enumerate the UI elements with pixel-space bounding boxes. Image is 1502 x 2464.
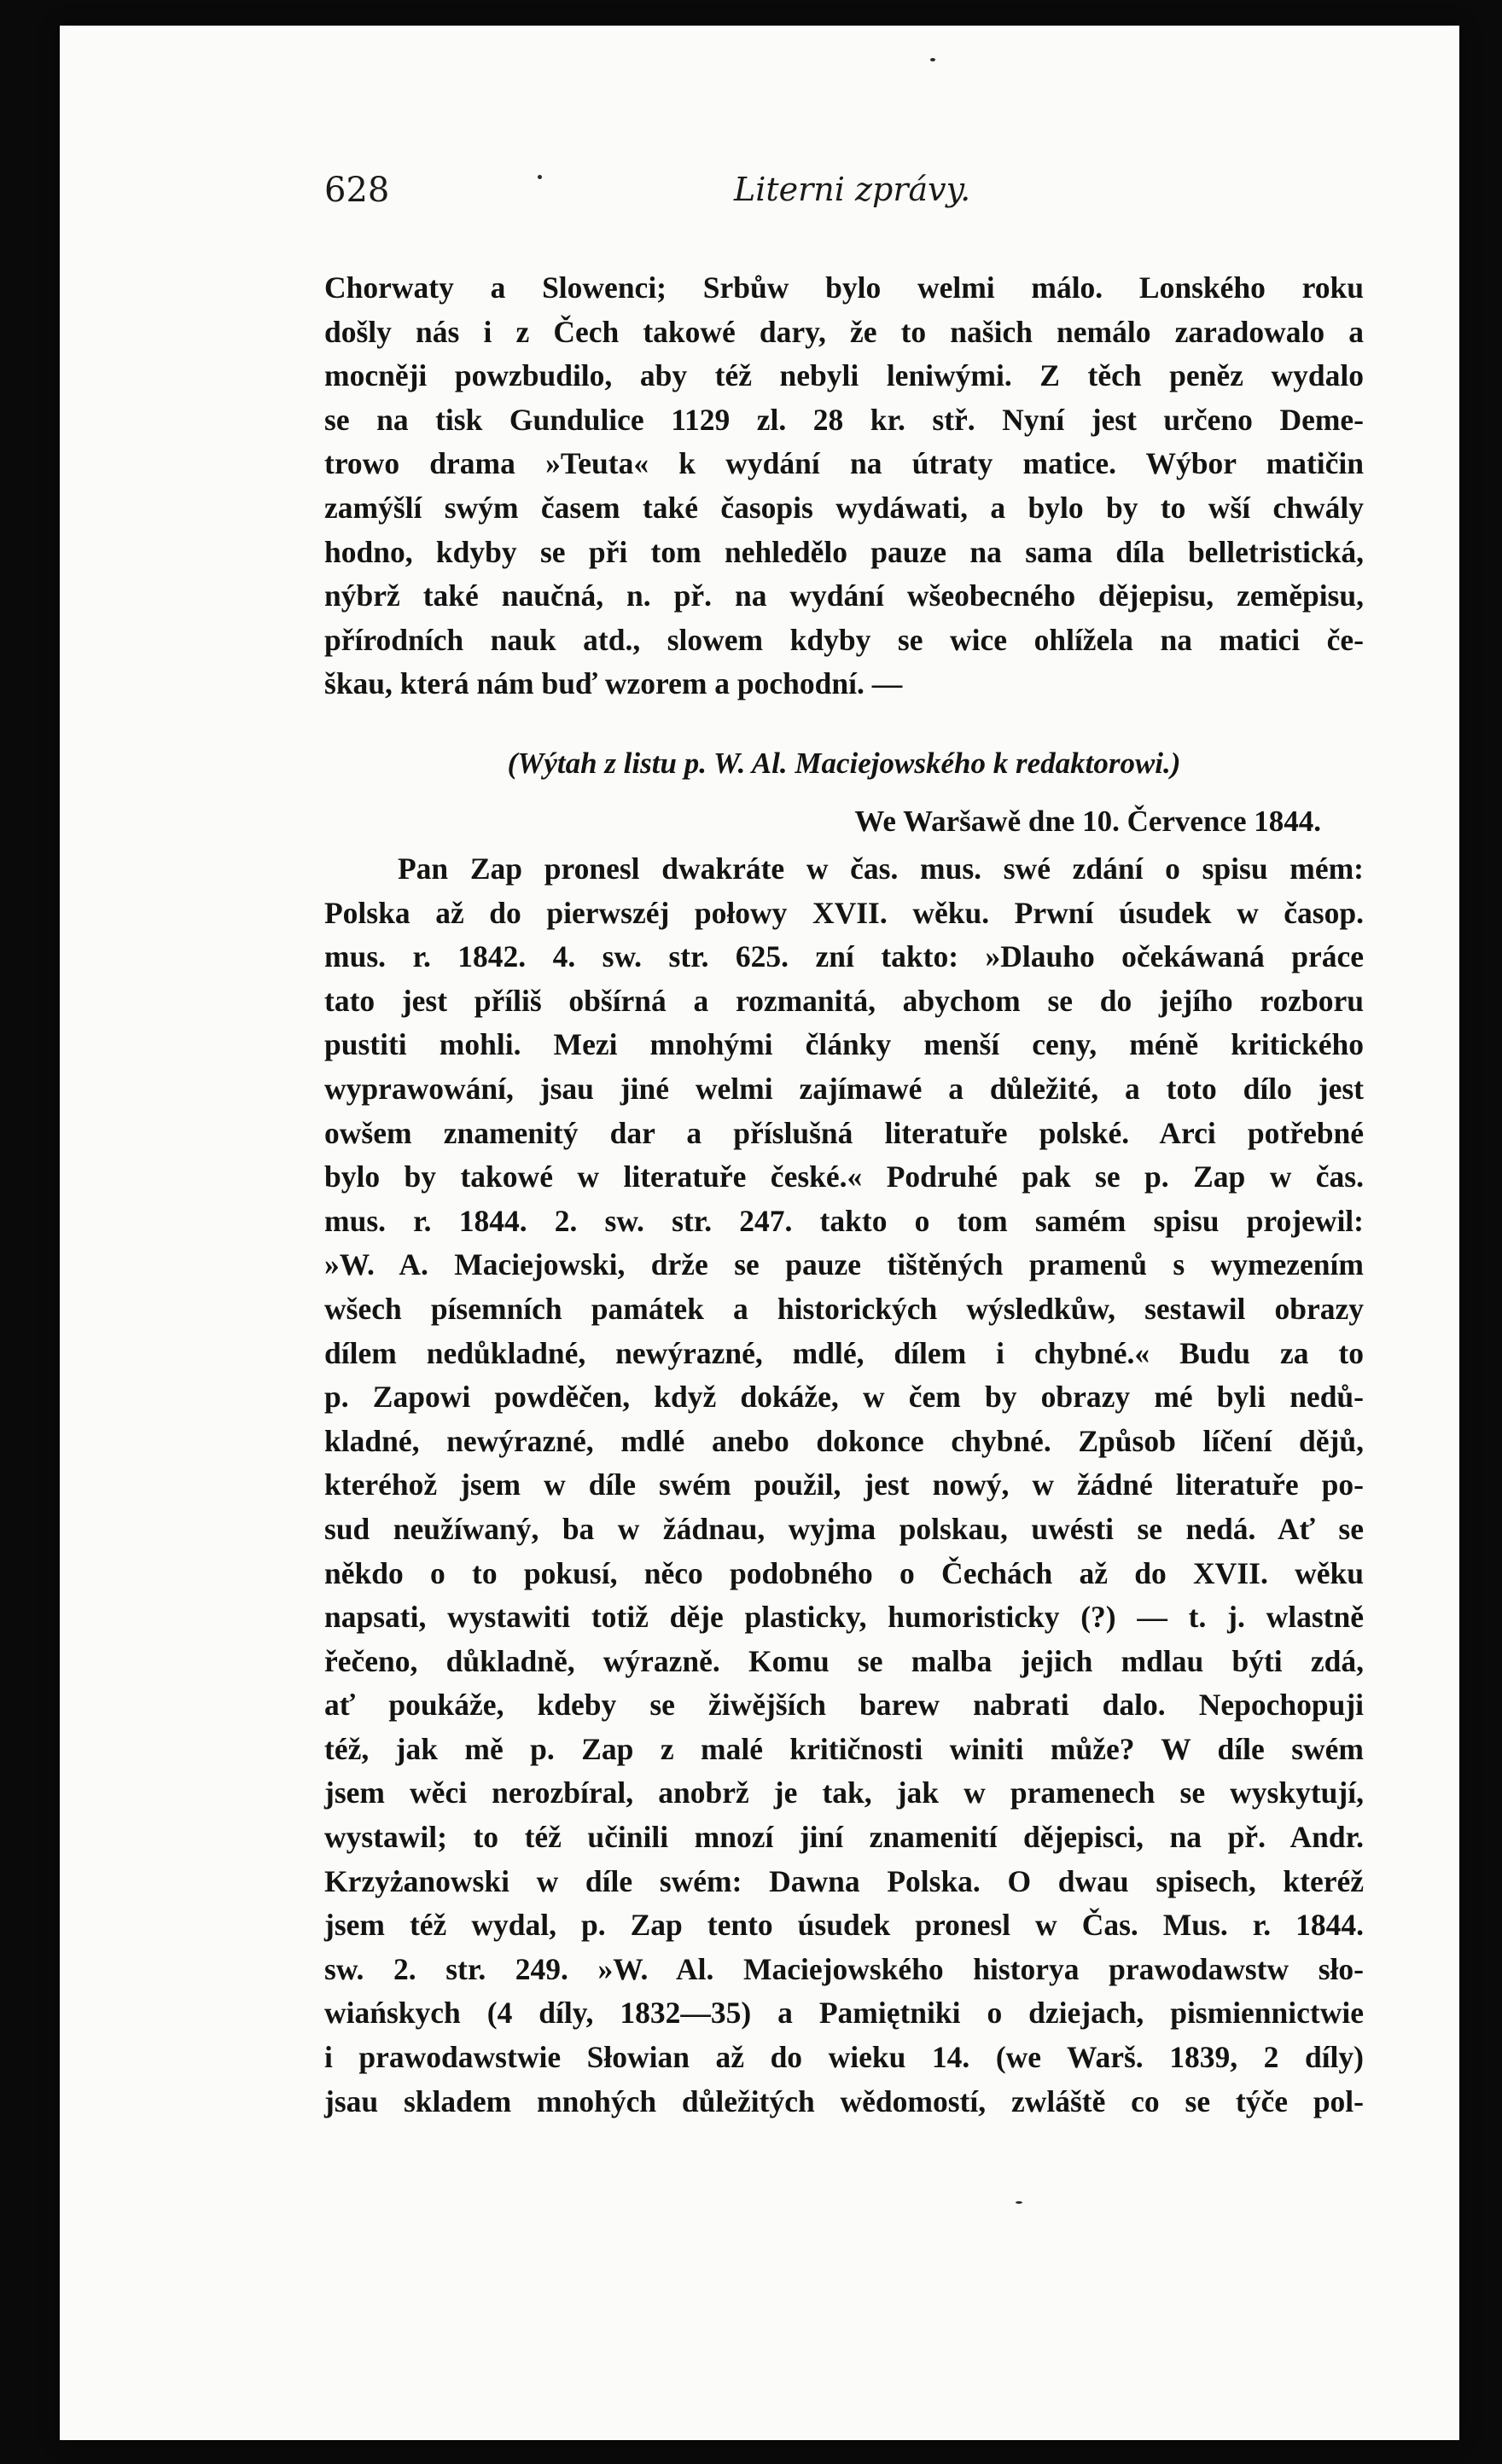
text-line: sud neužíwaný, ba w žádnau, wyjma polskau, uwésti se nedá. Ať se <box>324 1511 1364 1546</box>
text-line: jsau skladem mnohých důležitých wědomostí, zwláště co se týče pol- <box>324 2083 1364 2118</box>
text-line: kladné, newýrazné, mdlé anebo dokonce chybné. Způsob líčení dějů, <box>324 1423 1364 1458</box>
text-line: Pan Zap pronesl dwakráte w čas. mus. swé zdání o spisu mém: <box>398 851 1364 886</box>
text-line: Chorwaty a Slowenci; Srbůw bylo welmi málo. Lonského roku <box>324 270 1364 305</box>
text-line: bylo by takowé w literatuře české.« Podruhé pak se p. Zap w čas. <box>324 1159 1364 1194</box>
text-line: zamýšlí swým časem také časopis wydáwati, a bylo by to wší chwály <box>324 490 1364 525</box>
page-number: 628 <box>324 171 390 210</box>
text-line: nýbrž také naučná, n. př. na wydání wšeobecného dějepisu, zeměpisu, <box>324 578 1364 613</box>
running-title: Literni zprávy. <box>734 171 971 208</box>
text-line: mus. r. 1842. 4. sw. str. 625. zní takto: »Dlauho očekáwaná práce <box>324 939 1364 974</box>
text-line: mocněji powzbudilo, aby též nebyli leniwými. Z těch peněz wydalo <box>324 358 1364 393</box>
page-header <box>324 171 1365 222</box>
text-line: wšech písemních památek a historických wýsledkůw, sestawil obrazy <box>324 1291 1364 1326</box>
text-line: jsem wěci nerozbíral, anobrž je tak, jak w pramenech se wyskytují, <box>324 1775 1364 1810</box>
text-line: někdo o to pokusí, něco podobného o Čechách až do XVII. wěku <box>324 1555 1364 1590</box>
text-line: sw. 2. str. 249. »W. Al. Maciejowského historya prawodawstw sło- <box>324 1951 1364 1986</box>
text-line: ať poukáže, kdeby se žiwějších barew nabrati dalo. Nepochopuji <box>324 1688 1364 1723</box>
text-line: škau, která nám buď wzorem a pochodní. — <box>324 666 903 701</box>
text-line: tato jest příliš obšírná a rozmanitá, abychom se do jejího rozboru <box>324 983 1364 1018</box>
text-line: pustiti mohli. Mezi mnohými články menší ceny, méně kritického <box>324 1027 1364 1062</box>
dateline: We Waršawě dne 10. Července 1844. <box>854 805 1321 838</box>
text-line: řečeno, důkladně, wýrazně. Komu se malba jejich mdlau býti zdá, <box>324 1643 1364 1678</box>
text-line: též, jak mě p. Zap z malé kritičnosti winiti může? W díle swém <box>324 1731 1364 1766</box>
text-line: přírodních nauk atd., slowem kdyby se wice ohlížela na matici če- <box>324 622 1364 657</box>
text-line: napsati, wystawiti totiž děje plasticky, humoristicky (?) — t. j. wlastně <box>324 1600 1364 1635</box>
text-line: wyprawowání, jsau jiné welmi zajímawé a důležité, a toto dílo jest <box>324 1071 1364 1106</box>
text-line: hodno, kdyby se při tom nehledělo pauze na sama díla belletristická, <box>324 534 1364 569</box>
text-line: wystawil; to též učinili mnozí jiní znamenití dějepisci, na př. Andr. <box>324 1820 1364 1855</box>
text-line: kteréhož jsem w díle swém použil, jest nowý, w žádné literatuře po- <box>324 1467 1364 1502</box>
text-line: »W. A. Maciejowski, drže se pauze tištěných pramenů s wymezením <box>324 1247 1364 1282</box>
text-line: trowo drama »Teuta« k wydání na útraty matice. Wýbor matičin <box>324 446 1364 481</box>
paragraph-chorwaty <box>324 266 1364 706</box>
text-line: mus. r. 1844. 2. sw. str. 247. takto o tom samém spisu projewil: <box>324 1203 1364 1238</box>
text-line: owšem znamenitý dar a příslušná literatuře polské. Arci potřebné <box>324 1115 1364 1150</box>
text-line: dílem nedůkladné, newýrazné, mdlé, dílem i chybné.« Budu za to <box>324 1335 1364 1370</box>
text-line: i prawodawstwie Słowian až do wieku 14. (we Warš. 1839, 2 díly) <box>324 2040 1364 2075</box>
paragraph-pan-zap <box>324 847 1364 2124</box>
print-speck <box>930 58 935 61</box>
text-line: Polska až do pierwszéj połowy XVII. wěku. Prwní úsudek w časop. <box>324 895 1364 930</box>
text-line: se na tisk Gundulice 1129 zl. 28 kr. stř. Nyní jest určeno Deme- <box>324 402 1364 437</box>
text-line: p. Zapowi powděčen, když dokáže, w čem by obrazy mé byli nedů- <box>324 1380 1364 1415</box>
text-line: jsem též wydal, p. Zap tento úsudek pronesl w Čas. Mus. r. 1844. <box>324 1908 1364 1943</box>
print-speck <box>1016 2201 1022 2204</box>
text-line: Krzyżanowski w díle swém: Dawna Polska. O dwau spisech, kteréž <box>324 1863 1364 1898</box>
text-line: došly nás i z Čech takowé dary, že to našich nemálo zaradowalo a <box>324 314 1364 349</box>
letter-attribution: (Wýtah z listu p. W. Al. Maciejowského k redaktorowi.) <box>507 747 1181 780</box>
text-line: wiańskych (4 díly, 1832—35) a Pamiętniki o dziejach, pismiennictwie <box>324 1996 1364 2031</box>
